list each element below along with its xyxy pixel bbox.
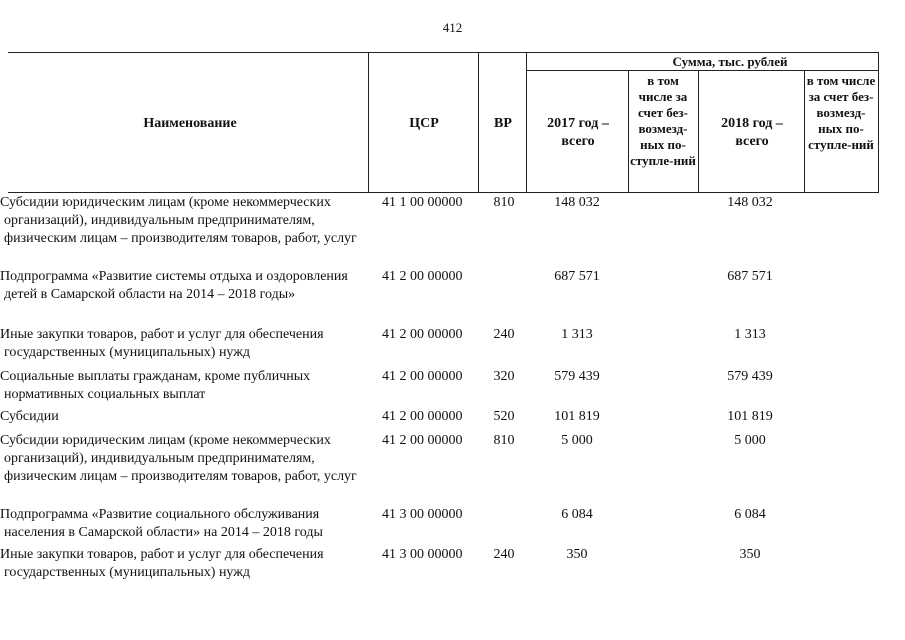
row-2017-total: 101 819 (554, 409, 600, 424)
header-2018-total: 2018 год – всего (721, 116, 783, 149)
row-vr: 240 (493, 547, 515, 562)
row-2018-total: 579 439 (727, 369, 773, 384)
col-divider-2017-sub (628, 70, 629, 192)
row-2017-total: 687 571 (554, 269, 600, 284)
header-2017-total: 2017 год – всего (547, 116, 609, 149)
row-csr: 41 2 00 00000 (382, 369, 463, 384)
row-2018-total: 101 819 (727, 409, 773, 424)
row-name: Подпрограмма «Развитие социального обслуживания населения в Самарской области» на 2014 – 2018 годы (0, 507, 323, 540)
row-2018-total: 350 (739, 547, 761, 562)
row-name: Иные закупки товаров, работ и услуг для обеспечения государственных (муниципальных) нужд (0, 547, 324, 580)
row-name: Субсидии юридическим лицам (кроме некоммерческих организаций), индивидуальным предпринимателям, физическим лицам – производителям товаров, работ, услуг (0, 433, 357, 484)
row-vr: 240 (493, 327, 515, 342)
col-divider-csr-vr (478, 52, 479, 192)
row-vr: 320 (493, 369, 515, 384)
row-2017-total: 579 439 (554, 369, 600, 384)
row-csr: 41 3 00 00000 (382, 507, 463, 522)
row-2017-total: 350 (566, 547, 588, 562)
col-divider-2018-sub (804, 70, 805, 192)
header-2017-gratuitous: в том числе за счет без-возмезд-ных по-ступле-ний (630, 73, 696, 168)
col-divider-vr-sum (526, 52, 527, 192)
row-2018-total: 148 032 (727, 195, 773, 210)
row-name: Иные закупки товаров, работ и услуг для обеспечения государственных (муниципальных) нужд (0, 327, 324, 360)
row-csr: 41 2 00 00000 (382, 409, 463, 424)
row-name: Подпрограмма «Развитие системы отдыха и оздоровления детей в Самарской области на 2014 – 2018 годы» (0, 269, 348, 302)
header-sum-group: Сумма, тыс. рублей (672, 54, 788, 69)
row-csr: 41 2 00 00000 (382, 433, 463, 448)
row-csr: 41 3 00 00000 (382, 547, 463, 562)
page-number: 412 (442, 20, 463, 35)
col-divider-name-csr (368, 52, 369, 192)
col-divider-sub-2018 (698, 70, 699, 192)
row-2018-total: 5 000 (734, 433, 766, 448)
row-2018-total: 1 313 (734, 327, 766, 342)
row-2017-total: 5 000 (561, 433, 593, 448)
header-bottom-border (8, 192, 879, 193)
header-name: Наименование (143, 116, 237, 131)
header-top-border (8, 52, 879, 53)
row-2017-total: 1 313 (561, 327, 593, 342)
header-csr: ЦСР (409, 116, 439, 131)
header-sum-divider (526, 70, 879, 71)
row-2018-total: 6 084 (734, 507, 766, 522)
row-2017-total: 6 084 (561, 507, 593, 522)
row-name: Социальные выплаты гражданам, кроме публичных нормативных социальных выплат (0, 369, 311, 402)
row-name: Субсидии (0, 409, 59, 424)
header-2018-gratuitous: в том числе за счет без-возмезд-ных по-ступле-ний (806, 73, 876, 152)
row-csr: 41 2 00 00000 (382, 327, 463, 342)
row-name: Субсидии юридическим лицам (кроме некоммерческих организаций), индивидуальным предпринимателям, физическим лицам – производителям товаров, работ, услуг (0, 195, 357, 246)
row-2018-total: 687 571 (727, 269, 773, 284)
row-vr: 810 (493, 195, 515, 210)
row-vr: 810 (493, 433, 515, 448)
row-csr: 41 1 00 00000 (382, 195, 463, 210)
table-right-border (878, 52, 879, 192)
row-vr: 520 (493, 409, 515, 424)
row-csr: 41 2 00 00000 (382, 269, 463, 284)
header-vr: ВР (494, 116, 512, 131)
row-2017-total: 148 032 (554, 195, 600, 210)
